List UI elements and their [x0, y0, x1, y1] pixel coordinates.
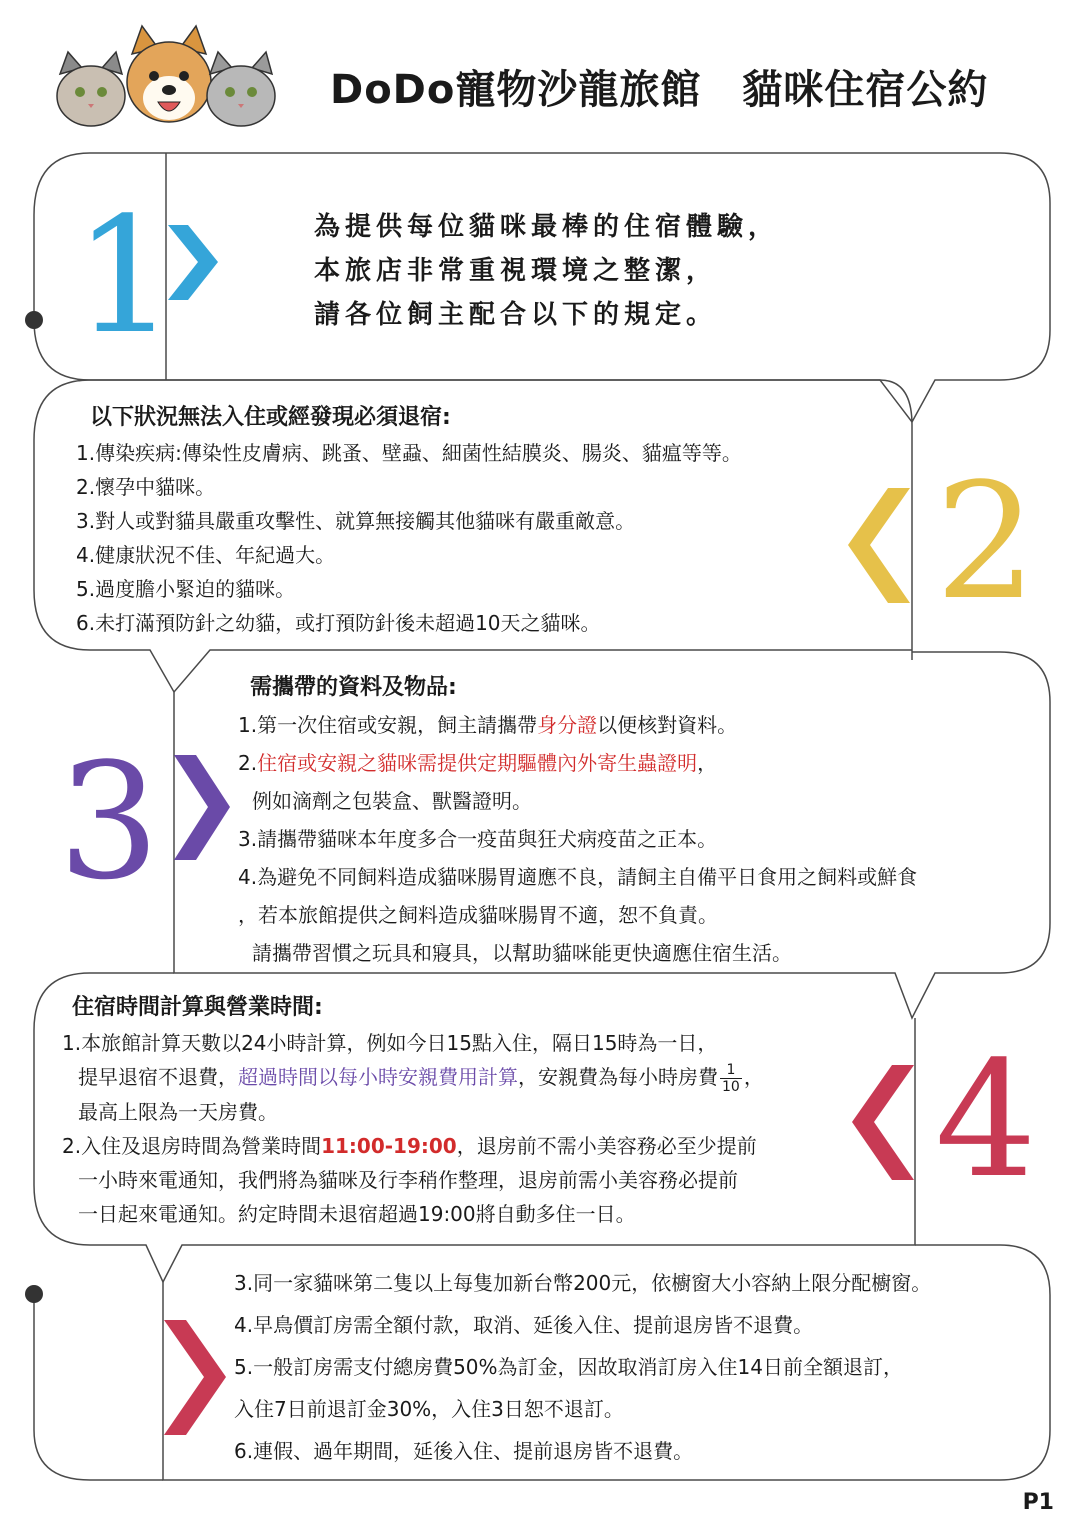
list-item: 2.懷孕中貓咪。 — [76, 475, 216, 499]
list-item-continuation: 一小時來電通知，我們將為貓咪及行李稍作整理，退房前需小美容務必提前 — [78, 1168, 738, 1192]
intro-line-1: 為提供每位貓咪最棒的住宿體驗， — [314, 212, 780, 242]
list-item-continuation: 提早退宿不退費，超過時間以每小時安親費用計算，安親費為每小時房費 $\frac{1}{10}$ ， — [78, 1062, 764, 1095]
overtime-highlight: 超過時間以每小時安親費用計算 — [238, 1065, 518, 1089]
chevron-left-icon-yellow — [848, 488, 910, 603]
fraction-one-tenth: $\frac{1}{10}$ — [722, 1062, 740, 1095]
list-item-continuation: 例如滴劑之包裝盒、獸醫證明。 — [252, 789, 532, 813]
section-4-list — [62, 1026, 764, 1231]
list-item: 6.未打滿預防針之幼貓，或打預防針後未超過10天之貓咪。 — [76, 611, 601, 635]
intro-line-2: 本旅店非常重視環境之整潔， — [314, 256, 718, 286]
page-title: DoDo寵物沙龍旅館 貓咪住宿公約 — [330, 67, 989, 113]
list-item-continuation: ，若本旅館提供之飼料造成貓咪腸胃不適，恕不負責。 — [238, 903, 718, 927]
list-item: 4.早鳥價訂房需全額付款，取消、延後入住、提前退房皆不退費。 — [234, 1313, 814, 1337]
intro-line-3: 請各位飼主配合以下的規定。 — [314, 300, 718, 330]
parasite-proof-highlight: 住宿或安親之貓咪需提供定期驅體內外寄生蟲證明 — [257, 751, 698, 775]
chevron-left-icon-crimson — [852, 1065, 914, 1180]
id-card-highlight: 身分證 — [537, 713, 598, 737]
page-number: P1 — [1022, 1490, 1054, 1515]
business-hours-highlight: 11:00-19:00 — [321, 1134, 457, 1158]
section-4-heading-text: 住宿時間計算與營業時間: — [72, 995, 323, 1020]
list-item: 5.過度膽小緊迫的貓咪。 — [76, 577, 296, 601]
list-item: 1.本旅館計算天數以24小時計算，例如今日15點入住，隔日15時為一日， — [62, 1031, 718, 1055]
section-1-number: 1 — [74, 182, 176, 369]
list-item: 3.同一家貓咪第二隻以上每隻加新台幣200元，依櫥窗大小容納上限分配櫥窗。 — [234, 1271, 932, 1295]
list-item: 請攜帶習慣之玩具和寢具，以幫助貓咪能更快適應住宿生活。 — [252, 941, 792, 965]
section-5-list — [234, 1262, 931, 1472]
section-2-number: 2 — [935, 448, 1037, 635]
section-1-text — [314, 205, 779, 337]
list-item-continuation: 入住7日前退訂金30%，入住3日恕不退訂。 — [234, 1397, 624, 1421]
section-4-number: 4 — [935, 1026, 1037, 1213]
cat-left-icon — [57, 52, 125, 126]
section-2-heading-text: 以下狀況無法入住或經發現必須退宿: — [90, 405, 451, 430]
list-item-continuation: 一日起來電通知。約定時間未退宿超過19:00將自動多住一日。 — [78, 1202, 636, 1226]
pet-mascot-logo — [50, 24, 280, 134]
list-item: 1.第一次住宿或安親，飼主請攜帶身分證以便核對資料。 — [238, 713, 738, 737]
chevron-right-icon-purple — [174, 755, 230, 860]
list-item: 1.傳染疾病:傳染性皮膚病、跳蚤、壁蝨、細菌性結膜炎、腸炎、貓瘟等等。 — [76, 441, 742, 465]
list-item: 2.入住及退房時間為營業時間11:00-19:00，退房前不需小美容務必至少提前 — [62, 1134, 757, 1158]
list-item: 4.為避免不同飼料造成貓咪腸胃適應不良，請飼主自備平日食用之飼料或鮮食 — [238, 865, 918, 889]
section-3-number: 3 — [58, 728, 160, 915]
chevron-right-icon-crimson — [164, 1320, 226, 1435]
list-item: 3.請攜帶貓咪本年度多合一疫苗與狂犬病疫苗之正本。 — [238, 827, 718, 851]
section-2-list — [76, 436, 742, 640]
section-3-heading-text: 需攜帶的資料及物品: — [250, 675, 457, 700]
section-3-heading — [250, 670, 457, 701]
section-2-heading — [90, 400, 451, 431]
list-item-continuation: 最高上限為一天房費。 — [78, 1100, 278, 1124]
list-item: 6.連假、過年期間，延後入住、提前退房皆不退費。 — [234, 1439, 694, 1463]
list-item: 2.住宿或安親之貓咪需提供定期驅體內外寄生蟲證明， — [238, 751, 718, 775]
list-item: 4.健康狀況不佳、年紀過大。 — [76, 543, 336, 567]
cat-right-icon — [207, 52, 275, 126]
list-item: 3.對人或對貓具嚴重攻擊性、就算無接觸其他貓咪有嚴重敵意。 — [76, 509, 636, 533]
shiba-dog-icon — [127, 26, 211, 122]
section-4-heading — [72, 990, 323, 1021]
section-3-list — [238, 706, 917, 972]
list-item: 5.一般訂房需支付總房費50%為訂金，因故取消訂房入住14日前全額退訂， — [234, 1355, 903, 1379]
